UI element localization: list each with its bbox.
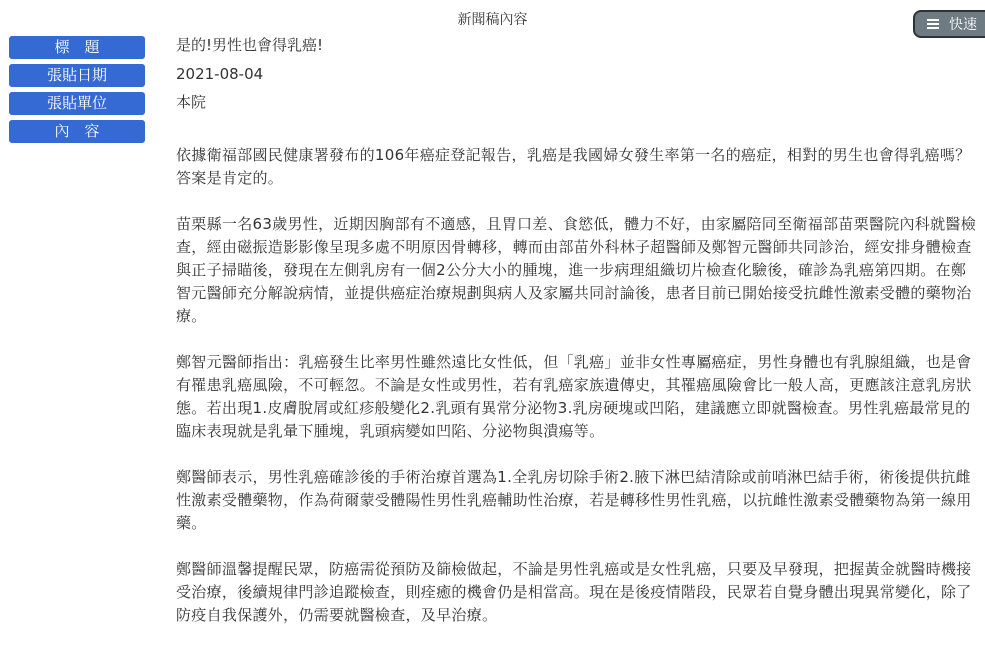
quick-menu-label: 快速 [949, 17, 977, 33]
article-paragraph-4: 鄭醫師表示，男性乳癌確診後的手術治療首選為1.全乳房切除手術2.腋下淋巴結清除或前哨淋巴結手術，術後提供抗雌性激素受體藥物，作為荷爾蒙受體陽性男性乳癌輔助性治療，若是轉移性男性乳癌，以抗雌性激素受體藥物為第一線用藥。 [176, 468, 972, 532]
title-label: 標 題 [9, 36, 145, 59]
quick-menu-button[interactable] [913, 10, 985, 38]
article-paragraph-2: 苗栗縣一名63歲男性，近期因胸部有不適感，且胃口差、食慾低，體力不好，由家屬陪同至衛福部苗栗醫院內科就醫檢查，經由磁振造影影像呈現多處不明原因骨轉移，轉而由部苗外科林子超醫師及鄭智元醫師共同診治，經安排身體檢查與正子掃瞄後，發現在左側乳房有一個2公分大小的腫塊，進一步病理組織切片檢查化驗後，確診為乳癌第四期。在鄭智元醫師充分解說病情，並提供癌症治療規劃與病人及家屬共同討論後，患者目前已開始接受抗雌性激素受體的藥物治療。 [176, 215, 976, 325]
menu-icon [927, 19, 939, 29]
content-label: 內 容 [9, 120, 145, 143]
unit-value: 本院 [176, 93, 207, 111]
article-paragraph-5: 鄭醫師溫馨提醒民眾，防癌需從預防及篩檢做起，不論是男性乳癌或是女性乳癌，只要及早發現，把握黃金就醫時機接受治療，後續規律門診追蹤檢查，則痊癒的機會仍是相當高。現在是後疫情階段，民眾若自覺身體出現異常變化，除了防疫自我保護外，仍需要就醫檢查，及早治療。 [176, 560, 972, 624]
article-paragraph-3: 鄭智元醫師指出：乳癌發生比率男性雖然遠比女性低，但「乳癌」並非女性專屬癌症，男性身體也有乳腺組織，也是會有罹患乳癌風險，不可輕忽。不論是女性或男性，若有乳癌家族遺傳史，其罹癌風險會比一般人高，更應該注意乳房狀態。若出現1.皮膚脫屑或紅疹般變化2.乳頭有異常分泌物3.乳房硬塊或凹陷，建議應立即就醫檢查。男性乳癌最常見的臨床表現就是乳暈下腫塊，乳頭病變如凹陷、分泌物與潰瘍等。 [176, 353, 972, 440]
article-content [176, 144, 976, 650]
date-value: 2021-08-04 [176, 65, 264, 83]
unit-label: 張貼單位 [9, 92, 145, 115]
title-value: 是的!男性也會得乳癌! [176, 36, 324, 54]
date-label: 張貼日期 [9, 64, 145, 87]
article-paragraph-1: 依據衛福部國民健康署發布的106年癌症登記報告，乳癌是我國婦女發生率第一名的癌症，相對的男生也會得乳癌嗎？答案是肯定的。 [176, 146, 971, 187]
page-title: 新聞稿內容 [457, 12, 528, 28]
